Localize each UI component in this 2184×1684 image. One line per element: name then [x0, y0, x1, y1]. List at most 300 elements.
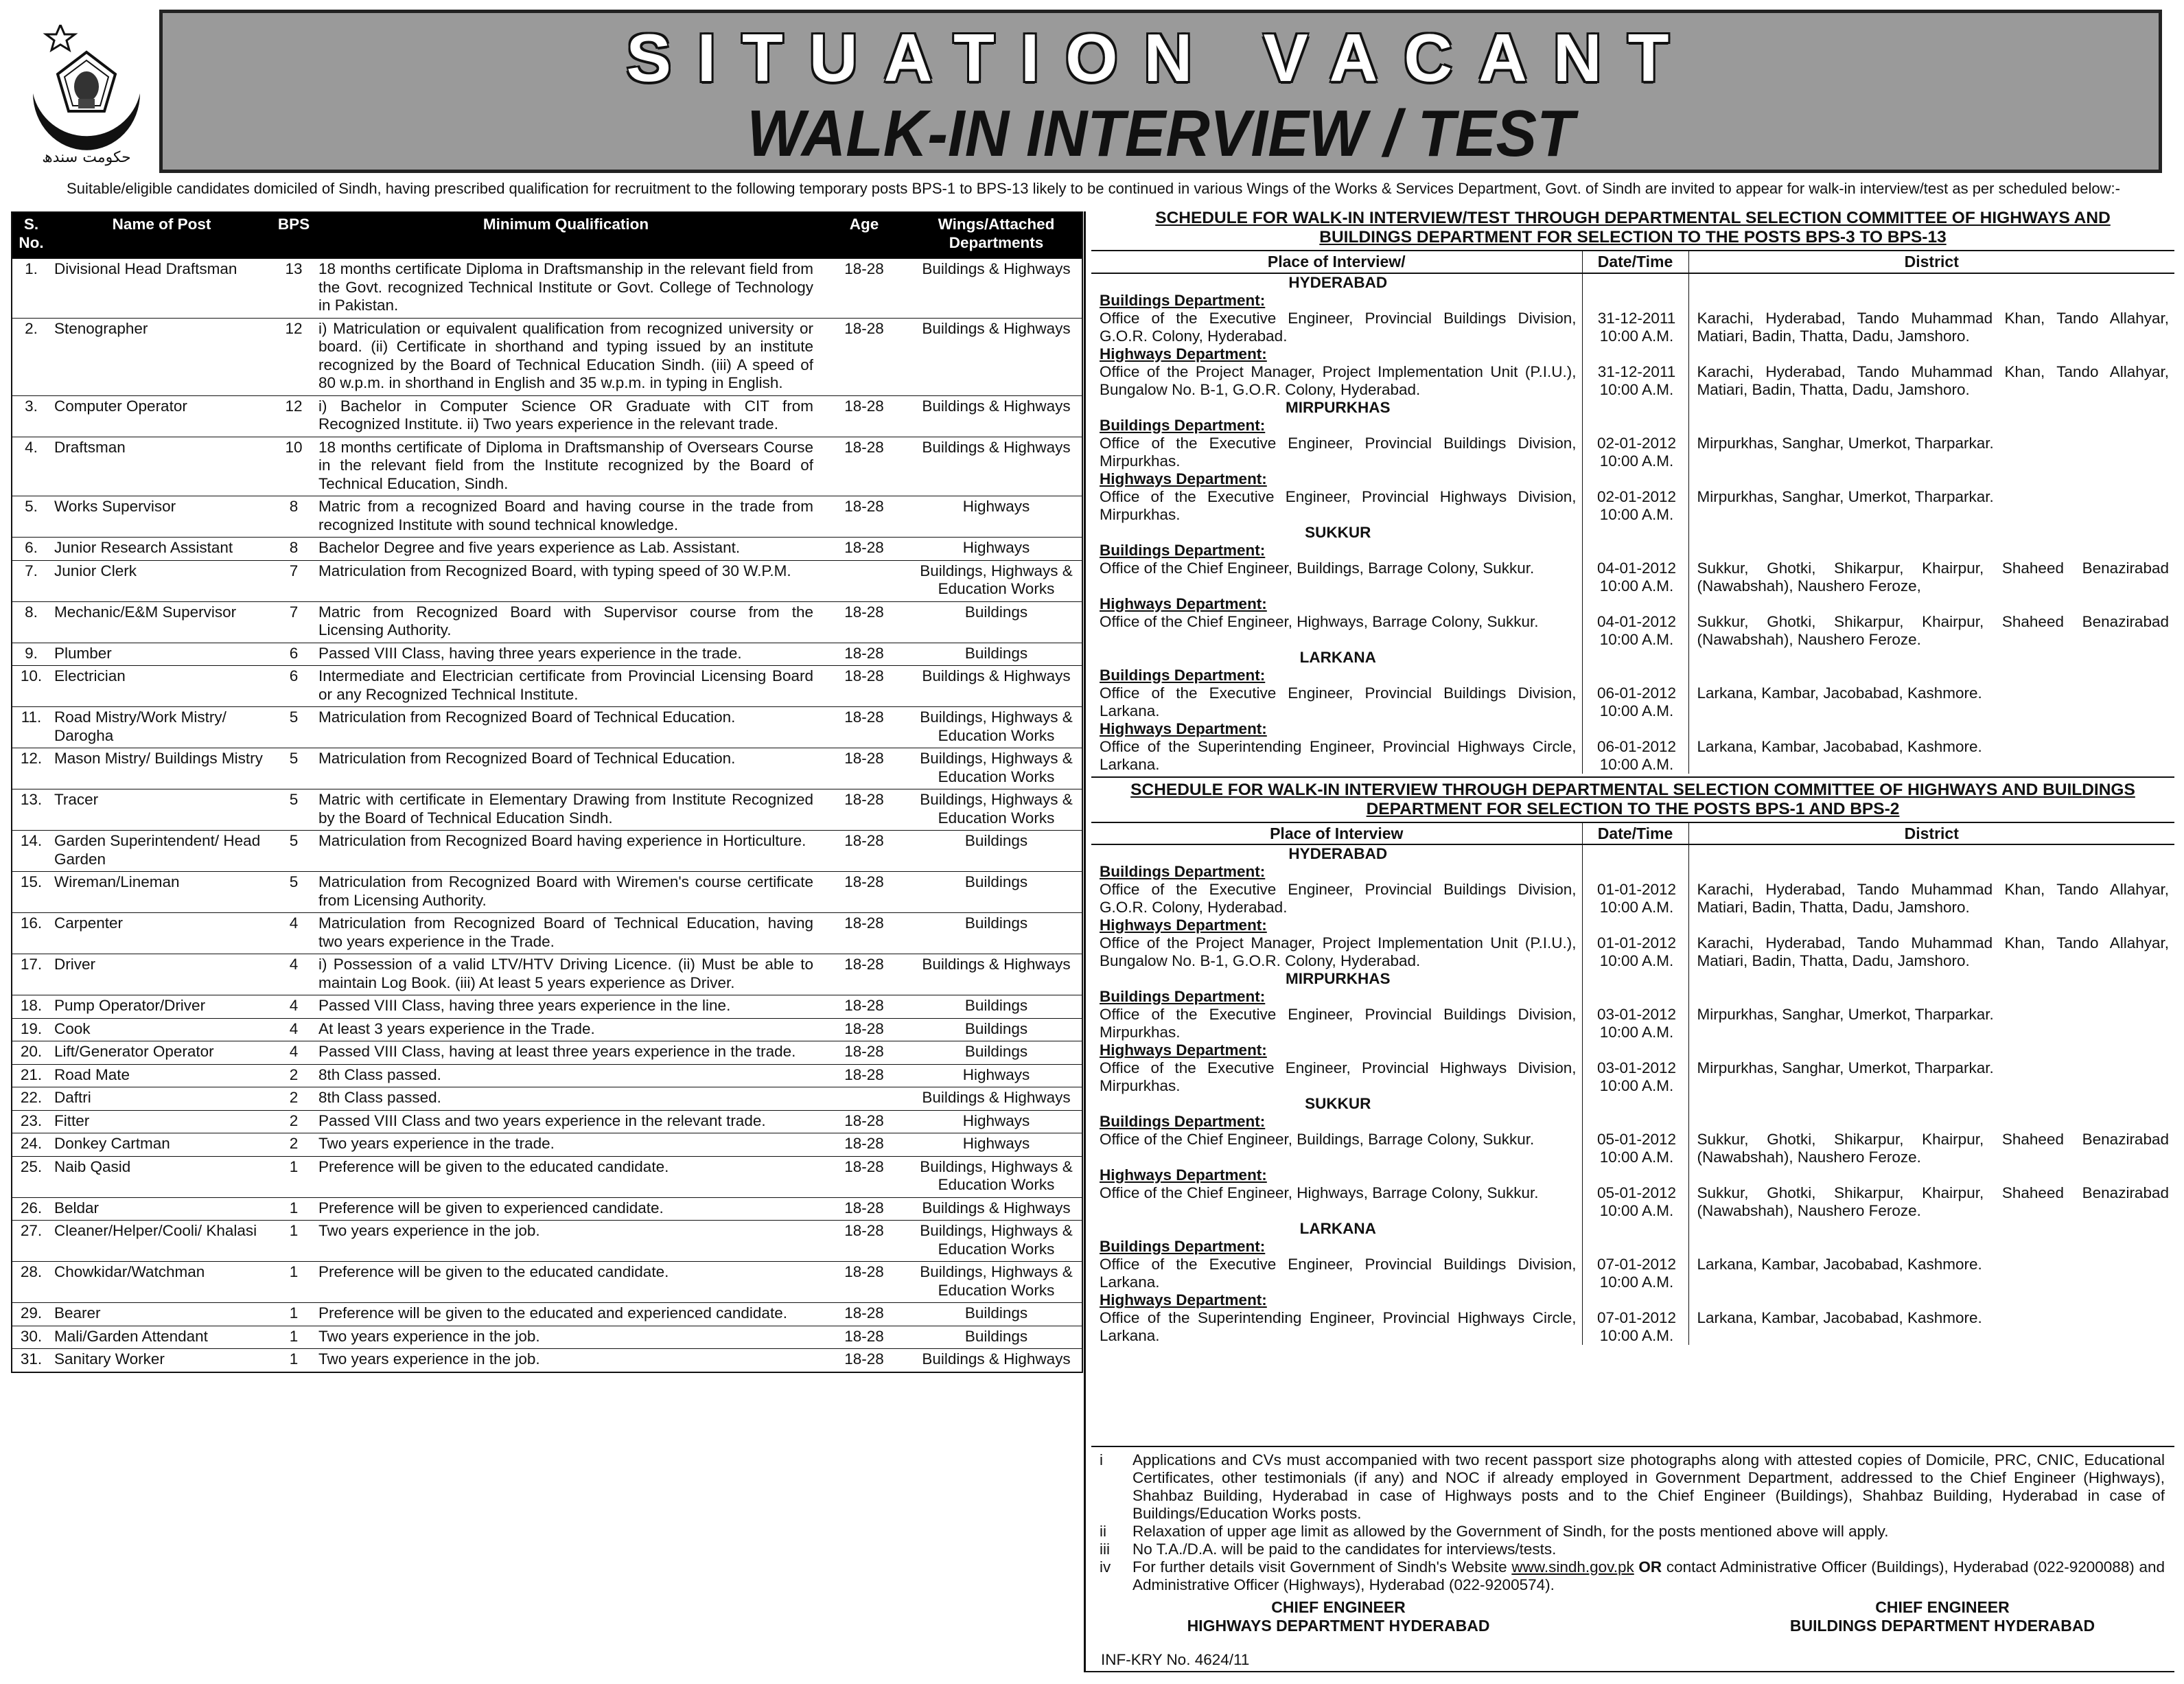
row-bps: 12 [273, 318, 314, 395]
schedule-time: 10:00 A.M. [1599, 755, 1674, 773]
schedule-date: 02-01-2012 [1596, 487, 1677, 505]
department-label: Highways Department: [1100, 1041, 1267, 1059]
schedule-district [1688, 292, 2174, 345]
schedule-date: 04-01-2012 [1596, 559, 1677, 577]
row-qualification: i) Bachelor in Computer Science OR Graduate with CIT from Recognized Institute. ii) Two years experience in the relevant trade. [314, 395, 817, 437]
row-sno: 11. [12, 707, 50, 748]
cell-empty [1582, 844, 1688, 863]
row-sno: 12. [12, 748, 50, 789]
row-qualification: Matric from Recognized Board with Supervisor course from the Licensing Authority. [314, 601, 817, 643]
schedule-place [1091, 1238, 1582, 1291]
table-row [12, 1064, 1082, 1087]
schedule-district [1688, 667, 2174, 720]
schedule-row [1091, 667, 2174, 720]
row-sno: 28. [12, 1262, 50, 1303]
schedule-place [1091, 1166, 1582, 1220]
schedule-place [1091, 292, 1582, 345]
schedule-row [1091, 1166, 2174, 1220]
schedule-date: 07-01-2012 [1596, 1256, 1677, 1273]
schedule-datetime [1582, 542, 1688, 595]
row-post-name: Junior Clerk [50, 560, 273, 601]
row-wings: Buildings [911, 1018, 1082, 1041]
schedule-datetime [1582, 417, 1688, 470]
schedule-time: 10:00 A.M. [1599, 1273, 1674, 1291]
schedule-district [1688, 1041, 2174, 1095]
row-post-name: Wireman/Lineman [50, 872, 273, 913]
row-age: 18-28 [817, 259, 911, 318]
department-label: Buildings Department: [1100, 291, 1266, 309]
cell-empty [1688, 970, 2174, 988]
schedule-place [1091, 1113, 1582, 1166]
row-age: 18-28 [817, 1110, 911, 1133]
schedule-place [1091, 542, 1582, 595]
schedule-place [1091, 916, 1582, 970]
row-age: 18-28 [817, 1156, 911, 1197]
schedule-row [1091, 470, 2174, 524]
schedule-datetime [1582, 292, 1688, 345]
sch2-col-place: Place of Interview [1091, 822, 1582, 845]
column-divider [1084, 211, 1086, 1672]
row-bps: 4 [273, 1041, 314, 1065]
row-sno: 1. [12, 259, 50, 318]
row-age [817, 560, 911, 601]
row-sno: 22. [12, 1087, 50, 1111]
row-sno: 19. [12, 1018, 50, 1041]
department-label: Buildings Department: [1100, 541, 1266, 559]
col-wings: Wings/Attached Departments [911, 212, 1082, 259]
schedule-place [1091, 720, 1582, 774]
city-row [1091, 273, 2174, 292]
row-age: 18-28 [817, 1041, 911, 1065]
city-name: HYDERABAD [1288, 273, 1388, 291]
row-bps: 5 [273, 831, 314, 872]
intro-text: Suitable/eligible candidates domiciled of Sindh, having prescribed qualification for recruitment to the following temporary posts BPS-1 to BPS-13 likely to be continued in various Wings of the Works & Services Department, Govt. of Sindh are invited to appear for walk-in interview/test as per scheduled below:- [67, 180, 2120, 197]
sch2-col-district: District [1688, 822, 2174, 845]
schedule-datetime [1582, 720, 1688, 774]
row-wings: Buildings, Highways & Education Works [911, 748, 1082, 789]
table-row [12, 954, 1082, 995]
schedule-datetime [1582, 988, 1688, 1041]
office-address: Office of the Executive Engineer, Provincial Highways Division, Mirpurkhas. [1100, 487, 1577, 523]
schedule-district [1688, 595, 2174, 649]
cell-empty [1688, 649, 2174, 667]
schedule-row [1091, 1041, 2174, 1095]
schedule1-heading: SCHEDULE FOR WALK-IN INTERVIEW/TEST THROUGH DEPARTMENTAL SELECTION COMMITTEE OF HIGHWAYS AND BUILDINGS DEPARTMENT FOR SELECTION TO THE POSTS BPS-3 TO BPS-13 [1155, 209, 2111, 246]
schedule-district [1688, 1166, 2174, 1220]
schedule-place [1091, 667, 1582, 720]
row-sno: 16. [12, 913, 50, 954]
row-age: 18-28 [817, 395, 911, 437]
row-post-name: Chowkidar/Watchman [50, 1262, 273, 1303]
row-bps: 1 [273, 1221, 314, 1262]
col-age: Age [817, 212, 911, 259]
schedule-district [1688, 1113, 2174, 1166]
office-address: Office of the Project Manager, Project Implementation Unit (P.I.U.), Bungalow No. B-1, G.O.R. Colony, Hyderabad. [1100, 362, 1577, 398]
row-sno: 20. [12, 1041, 50, 1065]
table-row [12, 1349, 1082, 1372]
row-bps: 5 [273, 872, 314, 913]
row-qualification: 18 months certificate of Diploma in Draftsmanship of Oversears Course in the relevant field from the Institute recognized by the Board of Technical Education, Sindh. [314, 437, 817, 496]
row-post-name: Naib Qasid [50, 1156, 273, 1197]
row-sno: 6. [12, 538, 50, 561]
schedule-row [1091, 292, 2174, 345]
schedule-date: 06-01-2012 [1596, 684, 1677, 702]
office-address: Office of the Executive Engineer, Provincial Buildings Division, Mirpurkhas. [1100, 434, 1577, 470]
row-bps: 8 [273, 496, 314, 538]
table-row [12, 643, 1082, 666]
schedule-time: 10:00 A.M. [1599, 1077, 1674, 1094]
row-wings: Highways [911, 1110, 1082, 1133]
table-row [12, 707, 1082, 748]
city-row [1091, 1220, 2174, 1238]
city-name: SUKKUR [1305, 1095, 1371, 1112]
note-item: ii Relaxation of upper age limit as allowed by the Government of Sindh, for the posts mentioned above will apply. [1100, 1523, 1889, 1540]
table-row [12, 1197, 1082, 1221]
row-age: 18-28 [817, 1133, 911, 1157]
row-bps: 5 [273, 748, 314, 789]
table-row [12, 538, 1082, 561]
row-bps: 1 [273, 1262, 314, 1303]
row-qualification: Two years experience in the job. [314, 1349, 817, 1372]
row-wings: Buildings [911, 995, 1082, 1019]
cell-empty [1582, 649, 1688, 667]
row-bps: 1 [273, 1156, 314, 1197]
row-sno: 10. [12, 666, 50, 707]
schedule-date: 01-01-2012 [1596, 934, 1677, 951]
row-wings: Highways [911, 1064, 1082, 1087]
district-list: Larkana, Kambar, Jacobabad, Kashmore. [1697, 684, 1982, 702]
row-qualification: 8th Class passed. [314, 1087, 817, 1111]
government-seal-logo [19, 25, 154, 173]
row-post-name: Donkey Cartman [50, 1133, 273, 1157]
office-address: Office of the Executive Engineer, Provincial Buildings Division, G.O.R. Colony, Hyderabad. [1100, 881, 1577, 916]
row-sno: 25. [12, 1156, 50, 1197]
schedule-district [1688, 417, 2174, 470]
office-address: Office of the Executive Engineer, Provincial Buildings Division, Larkana. [1100, 1256, 1577, 1291]
schedule-place [1091, 417, 1582, 470]
row-qualification: Preference will be given to the educated candidate. [314, 1156, 817, 1197]
table-row [12, 831, 1082, 872]
row-post-name: Divisional Head Draftsman [50, 259, 273, 318]
table-row [12, 601, 1082, 643]
website-link[interactable]: www.sindh.gov.pk [1511, 1558, 1634, 1576]
row-wings: Buildings [911, 1041, 1082, 1065]
cell-empty [1582, 970, 1688, 988]
office-address: Office of the Chief Engineer, Highways, Barrage Colony, Sukkur. [1100, 612, 1539, 630]
department-label: Buildings Department: [1100, 1238, 1266, 1255]
row-wings: Buildings, Highways & Education Works [911, 1156, 1082, 1197]
schedule-date: 02-01-2012 [1596, 434, 1677, 452]
row-bps: 6 [273, 643, 314, 666]
office-address: Office of the Superintending Engineer, Provincial Highways Circle, Larkana. [1100, 1309, 1577, 1344]
sch1-col-district: District [1688, 251, 2174, 273]
office-address: Office of the Superintending Engineer, Provincial Highways Circle, Larkana. [1100, 737, 1577, 773]
district-list: Sukkur, Ghotki, Shikarpur, Khairpur, Shaheed Benazirabad (Nawabshah), Naushero Feroze. [1697, 1184, 2169, 1219]
row-age: 18-28 [817, 1262, 911, 1303]
row-post-name: Bearer [50, 1303, 273, 1326]
schedule-time: 10:00 A.M. [1599, 380, 1674, 398]
table-row [12, 995, 1082, 1019]
seal-icon [19, 25, 154, 173]
city-row [1091, 1095, 2174, 1113]
schedule-datetime [1582, 1166, 1688, 1220]
row-bps: 7 [273, 560, 314, 601]
row-sno: 13. [12, 789, 50, 831]
schedule-row [1091, 1113, 2174, 1166]
row-age: 18-28 [817, 643, 911, 666]
row-age: 18-28 [817, 318, 911, 395]
row-qualification: Passed VIII Class, having three years experience in the line. [314, 995, 817, 1019]
row-post-name: Junior Research Assistant [50, 538, 273, 561]
office-address: Office of the Executive Engineer, Provincial Buildings Division, Larkana. [1100, 684, 1577, 719]
row-age: 18-28 [817, 601, 911, 643]
row-wings: Buildings, Highways & Education Works [911, 560, 1082, 601]
schedule-time: 10:00 A.M. [1599, 452, 1674, 470]
row-qualification: Two years experience in the job. [314, 1221, 817, 1262]
row-wings: Buildings [911, 601, 1082, 643]
schedule-datetime [1582, 595, 1688, 649]
schedule-datetime [1582, 667, 1688, 720]
cell-empty [1582, 524, 1688, 542]
table-row [12, 496, 1082, 538]
posts-table-header [12, 212, 1082, 259]
city-row [1091, 844, 2174, 863]
schedule-datetime [1582, 1113, 1688, 1166]
bottom-rule [1084, 1671, 2174, 1672]
row-qualification: Two years experience in the job. [314, 1326, 817, 1349]
row-qualification: Matriculation from Recognized Board with Wiremen's course certificate from Licensing Authority. [314, 872, 817, 913]
row-qualification: At least 3 years experience in the Trade. [314, 1018, 817, 1041]
row-post-name: Mechanic/E&M Supervisor [50, 601, 273, 643]
row-qualification: Passed VIII Class and two years experience in the relevant trade. [314, 1110, 817, 1133]
cell-empty [1582, 399, 1688, 417]
schedule-row [1091, 988, 2174, 1041]
row-wings: Buildings [911, 831, 1082, 872]
schedule-district [1688, 988, 2174, 1041]
svg-text:حکومت سندھ: حکومت سندھ [42, 149, 131, 166]
row-qualification: 8th Class passed. [314, 1064, 817, 1087]
department-label: Highways Department: [1100, 345, 1267, 362]
row-post-name: Tracer [50, 789, 273, 831]
city-name: SUKKUR [1305, 523, 1371, 541]
row-wings: Buildings & Highways [911, 318, 1082, 395]
office-address: Office of the Executive Engineer, Provincial Highways Division, Mirpurkhas. [1100, 1059, 1577, 1094]
table-row [12, 437, 1082, 496]
row-post-name: Plumber [50, 643, 273, 666]
department-label: Highways Department: [1100, 719, 1267, 737]
office-address: Office of the Chief Engineer, Buildings, Barrage Colony, Sukkur. [1100, 1131, 1535, 1148]
row-bps: 1 [273, 1349, 314, 1372]
schedule-time: 10:00 A.M. [1599, 630, 1674, 648]
row-post-name: Cleaner/Helper/Cooli/ Khalasi [50, 1221, 273, 1262]
signature-buildings: CHIEF ENGINEER BUILDINGS DEPARTMENT HYDERABAD [1789, 1598, 2095, 1635]
schedule-date: 01-01-2012 [1596, 881, 1677, 898]
table-row [12, 1221, 1082, 1262]
row-wings: Buildings [911, 913, 1082, 954]
schedule-place [1091, 345, 1582, 399]
row-age: 18-28 [817, 1064, 911, 1087]
row-post-name: Cook [50, 1018, 273, 1041]
row-sno: 29. [12, 1303, 50, 1326]
row-post-name: Lift/Generator Operator [50, 1041, 273, 1065]
district-list: Sukkur, Ghotki, Shikarpur, Khairpur, Shaheed Benazirabad (Nawabshah), Naushero Feroze. [1697, 1131, 2169, 1166]
row-sno: 3. [12, 395, 50, 437]
row-sno: 7. [12, 560, 50, 601]
schedule-date: 04-01-2012 [1596, 612, 1677, 630]
schedule-district [1688, 863, 2174, 916]
row-wings: Buildings, Highways & Education Works [911, 789, 1082, 831]
schedule-place [1091, 1291, 1582, 1345]
row-qualification: Matriculation from Recognized Board of Technical Education. [314, 707, 817, 748]
table-row [12, 748, 1082, 789]
row-post-name: Pump Operator/Driver [50, 995, 273, 1019]
row-post-name: Electrician [50, 666, 273, 707]
row-qualification: Bachelor Degree and five years experience as Lab. Assistant. [314, 538, 817, 561]
row-sno: 14. [12, 831, 50, 872]
schedule-date: 05-01-2012 [1596, 1131, 1677, 1148]
title-banner [159, 10, 2162, 173]
district-list: Karachi, Hyderabad, Tando Muhammad Khan, Tando Allahyar, Matiari, Badin, Thatta, Dadu, Jamshoro. [1697, 362, 2169, 398]
schedule-row [1091, 542, 2174, 595]
schedule-district [1688, 345, 2174, 399]
row-bps: 2 [273, 1133, 314, 1157]
row-age: 18-28 [817, 1018, 911, 1041]
row-sno: 24. [12, 1133, 50, 1157]
schedule-date: 31-12-2011 [1597, 362, 1676, 380]
row-post-name: Computer Operator [50, 395, 273, 437]
row-qualification: Matriculation from Recognized Board having experience in Horticulture. [314, 831, 817, 872]
schedule-row [1091, 720, 2174, 774]
row-post-name: Beldar [50, 1197, 273, 1221]
row-wings: Buildings [911, 872, 1082, 913]
department-label: Highways Department: [1100, 916, 1267, 934]
row-qualification: Matriculation from Recognized Board of Technical Education, having two years experience in the Trade. [314, 913, 817, 954]
cell-empty [1688, 273, 2174, 292]
row-bps: 4 [273, 995, 314, 1019]
district-list: Mirpurkhas, Sanghar, Umerkot, Tharparkar. [1697, 434, 1994, 452]
row-post-name: Carpenter [50, 913, 273, 954]
schedule-date: 06-01-2012 [1596, 737, 1677, 755]
table-row [12, 1110, 1082, 1133]
office-address: Office of the Executive Engineer, Provincial Buildings Division, Mirpurkhas. [1100, 1006, 1577, 1041]
row-bps: 4 [273, 1018, 314, 1041]
schedule-place [1091, 988, 1582, 1041]
row-sno: 30. [12, 1326, 50, 1349]
cell-empty [1688, 1095, 2174, 1113]
row-sno: 21. [12, 1064, 50, 1087]
row-post-name: Draftsman [50, 437, 273, 496]
row-wings: Highways [911, 1133, 1082, 1157]
office-address: Office of the Chief Engineer, Buildings, Barrage Colony, Sukkur. [1100, 559, 1535, 577]
schedule-place [1091, 595, 1582, 649]
row-bps: 4 [273, 913, 314, 954]
row-age: 18-28 [817, 496, 911, 538]
schedule-district [1688, 916, 2174, 970]
schedule2-heading: SCHEDULE FOR WALK-IN INTERVIEW THROUGH DEPARTMENTAL SELECTION COMMITTEE OF HIGHWAYS AND BUILDINGS DEPARTMENT FOR SELECTION TO THE POSTS BPS-1 AND BPS-2 [1091, 776, 2174, 822]
schedule-time: 10:00 A.M. [1599, 505, 1674, 523]
row-qualification: Intermediate and Electrician certificate from Provincial Licensing Board or any Recognized Technical Institute. [314, 666, 817, 707]
cell-empty [1688, 399, 2174, 417]
schedule2-table [1091, 822, 2174, 1346]
schedule-datetime [1582, 1238, 1688, 1291]
reference-number: INF-KRY No. 4624/11 [1101, 1651, 1250, 1668]
district-list: Larkana, Kambar, Jacobabad, Kashmore. [1697, 1256, 1982, 1273]
row-wings: Buildings & Highways [911, 395, 1082, 437]
row-wings: Buildings [911, 643, 1082, 666]
table-row [12, 318, 1082, 395]
city-name: MIRPURKHAS [1285, 970, 1391, 987]
schedule-row [1091, 595, 2174, 649]
department-label: Buildings Department: [1100, 666, 1266, 684]
district-list: Mirpurkhas, Sanghar, Umerkot, Tharparkar. [1697, 487, 1994, 505]
row-sno: 4. [12, 437, 50, 496]
row-age: 18-28 [817, 995, 911, 1019]
department-label: Highways Department: [1100, 595, 1267, 612]
row-age: 18-28 [817, 1349, 911, 1372]
schedule-datetime [1582, 470, 1688, 524]
cell-empty [1688, 524, 2174, 542]
row-sno: 31. [12, 1349, 50, 1372]
row-sno: 27. [12, 1221, 50, 1262]
row-qualification: Matriculation from Recognized Board, with typing speed of 30 W.P.M. [314, 560, 817, 601]
page-subtitle: WALK-IN INTERVIEW / TEST [747, 97, 1575, 170]
schedule-date: 05-01-2012 [1596, 1184, 1677, 1201]
table-row [12, 872, 1082, 913]
row-bps: 5 [273, 789, 314, 831]
city-row [1091, 970, 2174, 988]
row-sno: 8. [12, 601, 50, 643]
schedule-district [1688, 1291, 2174, 1345]
schedule-time: 10:00 A.M. [1599, 899, 1674, 916]
row-sno: 26. [12, 1197, 50, 1221]
row-wings: Buildings, Highways & Education Works [911, 1221, 1082, 1262]
schedule-date: 07-01-2012 [1596, 1309, 1677, 1326]
posts-table [11, 211, 1083, 1373]
row-wings: Buildings [911, 1303, 1082, 1326]
schedule-time: 10:00 A.M. [1599, 327, 1674, 345]
table-row [12, 560, 1082, 601]
schedule-datetime [1582, 345, 1688, 399]
city-name: MIRPURKHAS [1285, 398, 1391, 416]
row-bps: 2 [273, 1087, 314, 1111]
row-wings: Buildings & Highways [911, 1349, 1082, 1372]
cell-empty [1688, 1220, 2174, 1238]
schedule-time: 10:00 A.M. [1599, 1024, 1674, 1041]
row-qualification: i) Matriculation or equivalent qualification from recognized university or board. (ii) Certificate in shorthand and typing issued by an institute recognized by the Board of Technical Education Sindh. (iii) A speed of 80 w.p.m. in shorthand in English and 35 w.p.m. in typing in English. [314, 318, 817, 395]
district-list: Mirpurkhas, Sanghar, Umerkot, Tharparkar. [1697, 1059, 1994, 1076]
row-age: 18-28 [817, 707, 911, 748]
schedule-date: 03-01-2012 [1596, 1059, 1677, 1076]
table-row [12, 913, 1082, 954]
row-qualification: Preference will be given to the educated and experienced candidate. [314, 1303, 817, 1326]
office-address: Office of the Executive Engineer, Provincial Buildings Division, G.O.R. Colony, Hyderabad. [1100, 309, 1577, 345]
district-list: Karachi, Hyderabad, Tando Muhammad Khan, Tando Allahyar, Matiari, Badin, Thatta, Dadu, Jamshoro. [1697, 881, 2169, 916]
row-wings: Buildings & Highways [911, 259, 1082, 318]
row-wings: Highways [911, 538, 1082, 561]
row-bps: 1 [273, 1326, 314, 1349]
row-sno: 2. [12, 318, 50, 395]
table-row [12, 1018, 1082, 1041]
row-wings: Buildings & Highways [911, 666, 1082, 707]
department-label: Highways Department: [1100, 1291, 1267, 1308]
schedule-row [1091, 1291, 2174, 1345]
department-label: Buildings Department: [1100, 863, 1266, 880]
table-row [12, 1326, 1082, 1349]
row-qualification: Matriculation from Recognized Board of Technical Education. [314, 748, 817, 789]
cell-empty [1582, 273, 1688, 292]
row-qualification: Preference will be given to experienced candidate. [314, 1197, 817, 1221]
office-address: Office of the Project Manager, Project Implementation Unit (P.I.U.), Bungalow No. B-1, G.O.R. Colony, Hyderabad. [1100, 934, 1577, 969]
